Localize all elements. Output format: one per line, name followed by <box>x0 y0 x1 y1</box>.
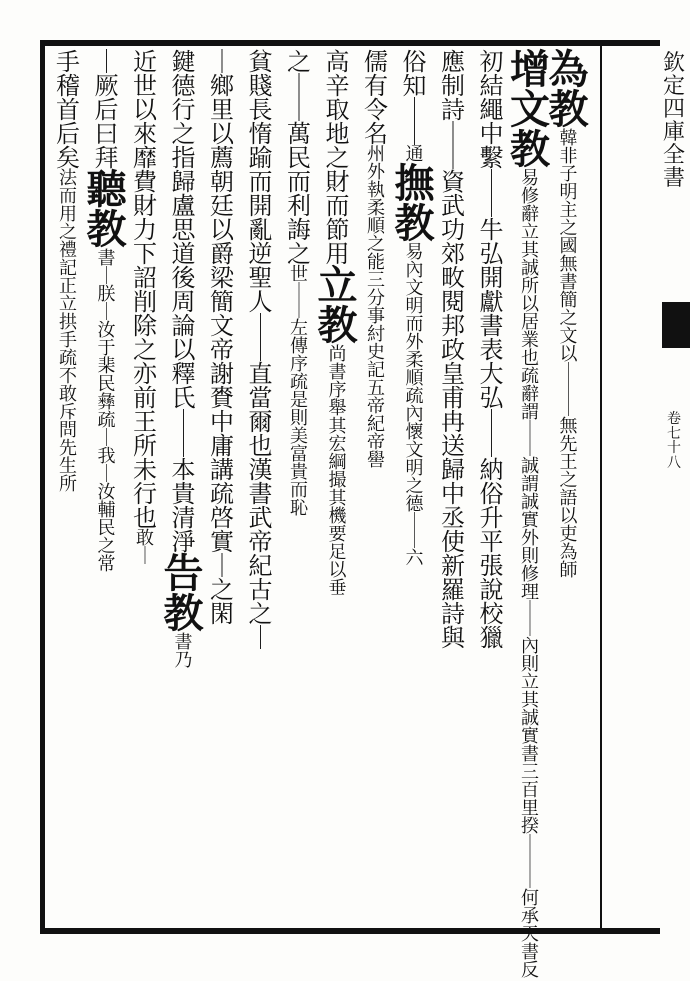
main-text: ｜ 厥 后 曰 拜 <box>94 48 119 172</box>
commentary-text: 通 <box>405 144 424 165</box>
commentary-text: 易 內 文 明 而 外 柔 順 疏 內 懷 文 明 之 德 ｜ ｜ 六 <box>405 242 424 569</box>
commentary-text: 尚 書 序 舉 其 宏 綱 撮 其 機 要 足 以 垂 <box>328 344 347 599</box>
entry-heading: 增 文 教 <box>510 46 550 173</box>
entry-heading: 撫 教 <box>394 160 435 247</box>
main-text: ｜ 鄉 里 以 薦 朝 廷 以 爵 梁 簡 文 帝 謝 賚 中 庸 講 疏 啓 實 ｜ 之 閑 <box>210 48 234 628</box>
entry-heading: 告 教 <box>163 550 204 637</box>
commentary-text: 修 理 ｜ ｜ 內 則 立 其 誠 實 書 三 百 里 揆 ｜ ｜ ｜ 何 承 天 書 反 <box>521 564 539 981</box>
commentary-text: 易 修 辭 立 其 誠 所 以 居 業 也 疏 辭 謂 ｜ ｜ 誠 謂 誠 實 外 則 <box>521 168 539 567</box>
book-title: 欽 定 四 庫 全 書 <box>662 51 685 192</box>
commentary-text: 韓 非 子 明 主 之 國 無 書 簡 之 文 以 <box>559 128 578 365</box>
main-text: 初 結 繩 中 繫 ｜ ｜ 牛 弘 開 獻 書 表 大 弘 ｜ ｜ 納 俗 升 平 張 說 校 獵 <box>479 48 504 652</box>
fish-tail-mark <box>662 302 690 348</box>
main-text: 應 制 詩 ｜ ｜ 資 武 功 郊 畋 閱 邦 政 皇 甫 冉 送 歸 中 丞 使 新 羅 詩 與 <box>441 48 465 652</box>
main-text: 高 辛 取 地 之 財 而 節 用 <box>325 48 350 268</box>
entry-heading: 為 教 <box>548 46 589 133</box>
commentary-text: 法 而 用 之 禮 記 正 立 拱 手 疏 不 敢 斥 問 先 生 所 <box>59 168 77 495</box>
entry-heading: 立 教 <box>317 262 358 349</box>
commentary-text: 敢 ｜ <box>136 528 154 567</box>
margin-rule <box>600 40 602 934</box>
commentary-text: 州 外 執 柔 順 之 能 三 分 事 紂 史 記 五 帝 紀 帝 嚳 <box>367 144 385 471</box>
main-text: 手 稽 首 后 矣 <box>56 48 80 172</box>
text-column <box>45 50 91 924</box>
volume-number: 卷 七 十 八 <box>667 411 681 472</box>
commentary-text: 世 ｜ ｜ 左 傳 序 疏 是 則 美 富 貴 而 恥 <box>290 264 308 519</box>
page-margin <box>658 51 690 472</box>
entry-heading: 聽 教 <box>86 166 127 253</box>
page-frame <box>40 40 660 981</box>
commentary-text: 書 ｜ 朕 ｜ 汝 于 棐 民 彝 疏 ｜ 我 ｜ 汝 輔 民 之 常 <box>97 248 116 575</box>
main-text: 俗 知 ｜ ｜ <box>402 48 427 148</box>
main-text: 之 ｜ ｜ 萬 民 而 利 誨 之 <box>287 48 311 268</box>
main-text: 貧 賤 長 惰 踰 而 開 亂 逆 聖 人 ｜ ｜ 直 當 爾 也 漢 書 武 帝 紀 古 之 ｜ <box>248 48 273 652</box>
commentary-text: ｜ ｜ ｜ 無 先 王 之 語 以 吏 為 師 <box>559 362 578 581</box>
bottom-border <box>40 928 660 934</box>
main-text: 近 世 以 來 靡 費 財 力 下 詔 削 除 之 亦 前 王 所 未 行 也 <box>133 48 157 532</box>
commentary-text: 書 乃 <box>174 632 193 671</box>
main-text: 鍵 德 行 之 指 歸 盧 思 道 後 周 論 以 釋 氏 ｜ ｜ 本 貴 清 淨 <box>171 48 196 556</box>
main-text: 儒 有 令 名 <box>364 48 388 148</box>
